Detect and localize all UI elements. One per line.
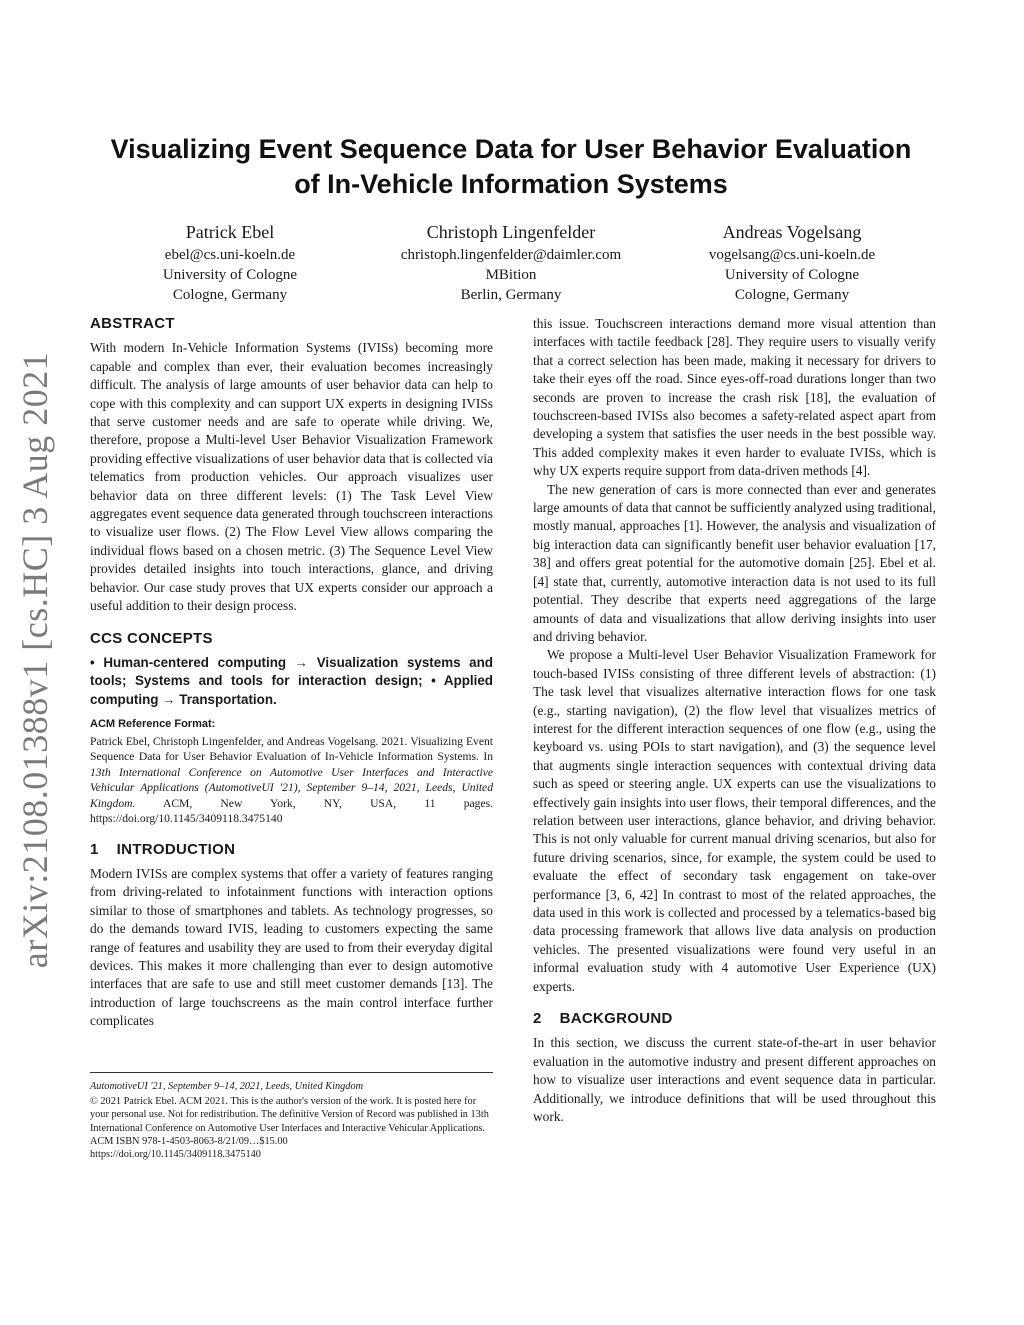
background-title: BACKGROUND <box>559 1010 673 1028</box>
background-text: In this section, we discuss the current state-of-the-art in user behavior evaluation in the automotive industry and present different approaches on how to visualize user interactions and event sequence data in particular. Additionally, we introduce definitions that will be used throughout this work. <box>533 1035 936 1125</box>
author-name: Andreas Vogelsang <box>722 222 862 242</box>
intro-title: INTRODUCTION <box>116 840 236 858</box>
footnote-doi: https://doi.org/10.1145/3409118.3475140 <box>90 1149 261 1161</box>
acm-ref-venue: 13th International Conference on Automotive User Interfaces and Interactive Vehicular Applications (AutomotiveUI '21), September 9–14, 2021, Leeds, United Kingdom. <box>90 765 493 810</box>
author-name: Christoph Lingenfelder <box>426 222 596 242</box>
author-affiliation: University of Cologne <box>724 267 860 283</box>
acm-reference-text <box>90 734 493 827</box>
left-column <box>90 315 493 1031</box>
title-line-1: Visualizing Event Sequence Data for User Behavior Evaluation <box>110 134 912 164</box>
author-1 <box>90 220 370 305</box>
intro-paragraph-continued: this issue. Touchscreen interactions demand more visual attention than interfaces with tactile feedback [28]. They require users to visually verify that a correct selection has been made, making it necessary for drivers to take their eyes off the road. Since eyes-off-road durations longer than two seconds are proven to increase the crash risk [18], the evaluation of touchscreen-based IVISs also becomes a safety-related aspect apart from developing a system that satisfies the user needs in the best possible way. This added complexity makes it even harder to evaluate IVISs, which is why UX experts require support from data-driven methods [4]. <box>533 316 936 479</box>
author-affiliation: University of Cologne <box>162 267 298 283</box>
author-email: vogelsang@cs.uni-koeln.de <box>708 247 876 263</box>
footnote-venue: AutomotiveUI '21, September 9–14, 2021, Leeds, United Kingdom <box>90 1081 364 1092</box>
ccs-text: • Human-centered computing → Visualization systems and tools; Systems and tools for interaction design; • Applied computing → Transportation. <box>90 654 493 707</box>
author-2 <box>371 220 651 305</box>
ccs-heading: CCS CONCEPTS <box>90 629 213 647</box>
author-location: Cologne, Germany <box>172 287 288 303</box>
abstract-heading: ABSTRACT <box>90 315 175 332</box>
footnote-block <box>90 1080 493 1161</box>
intro-heading <box>90 841 493 859</box>
intro-paragraph-2: The new generation of cars is more connected than ever and generates large amounts of data that cannot be sufficiently analyzed using traditional, mostly manual, approaches [1]. However, the analysis and visualization of big interaction data can significantly benefit user behavior evaluation [17, 38] and offers great potential for the automotive domain [25]. Ebel et al. [4] state that, currently, automotive interaction data is not used to its full potential. They describe that experts need aggregations of the large amounts of data and visualizations that allow deriving insights into user and driving behavior. <box>533 481 936 644</box>
acm-ref-tail: ACM, New York, NY, USA, 11 pages. https://doi.org/10.1145/3409118.3475140 <box>90 796 493 826</box>
author-3 <box>652 220 932 305</box>
author-affiliation: MBition <box>485 267 537 283</box>
author-location: Berlin, Germany <box>460 287 562 303</box>
intro-text: Modern IVISs are complex systems that offer a variety of features ranging from driving-related to infotainment functions with interaction options similar to those of smartphones and tablets. As technology progresses, so do the demands toward IVIS, leading to customers expecting the same range of features and usability they are used to from their everyday digital devices. This makes it more challenging than ever to design automotive interfaces that are safe to use and still meet customer demands [13]. The introduction of large touchscreens as the main control interface further complicates <box>90 865 493 1029</box>
footnote-copyright: © 2021 Patrick Ebel. ACM 2021. This is the author's version of the work. It is posted here for your personal use. Not for redistribution. The definitive Version of Record was published in 13th International Conference on Automotive User Interfaces and Interactive Vehicular Applications. <box>90 1096 489 1134</box>
background-number: 2 <box>533 1010 542 1028</box>
right-column <box>533 315 936 1126</box>
author-location: Cologne, Germany <box>734 287 850 303</box>
arxiv-identifier <box>10 351 60 969</box>
abstract-text: With modern In-Vehicle Information Systems (IVISs) becoming more capable and complex than ever, their evaluation becomes increasingly difficult. The analysis of large amounts of user behavior data can help to cope with this complexity and can support UX experts in designing IVISs that serve customer needs and are safe to operate while driving. We, therefore, propose a Multi-level User Behavior Visualization Framework providing effective visualizations of user behavior data that is collected via telematics from production vehicles. Our approach visualizes user behavior data on three different levels: (1) The Task Level View aggregates event sequence data generated through touchscreen interactions to visualize user flows. (2) The Flow Level View allows comparing the individual flows based on a chosen metric. (3) The Sequence Level View provides detailed insights into touch interactions, glance, and driving behavior. Our case study proves that UX experts consider our approach a useful addition to their design process. <box>90 340 493 614</box>
arxiv-id-text: arXiv:2108.01388v1 [cs.HC] 3 Aug 2021 <box>15 351 55 969</box>
author-email: ebel@cs.uni-koeln.de <box>164 247 296 263</box>
paper-title <box>90 132 932 202</box>
footnote-divider <box>90 1072 493 1073</box>
title-line-2: of In-Vehicle Information Systems <box>294 169 728 199</box>
intro-paragraph-3: We propose a Multi-level User Behavior Visualization Framework for touch-based IVISs consisting of three different levels of abstraction: (1) The task level that visualizes alternative interaction flows for one task (e.g., starting navigation), (2) the flow level that visualizes metrics of interest for the different interaction sequences of one flow (e.g., using the keyboard vs. using POIs to start navigation), and (3) the sequence level that augments single interaction sequences with contextual driving data such as speed or steering angle. UX experts can use the visualizations to effectively gain insights into user flows, their temporal differences, and the relation between user interactions, glance behavior, and driving behavior. This is not only valuable for current manual driving scenarios, but also for future driving scenarios, since, for example, the system could be used to evaluate the effect of secondary task engagement on take-over performance [3, 6, 42] In contrast to most of the related approaches, the data used in this work is collected and processed by a telematics-based big data processing framework that allows live data analysis on production vehicles. The presented visualizations were found very useful in an informal evaluation study with 4 automotive User Experience (UX) experts. <box>533 647 936 994</box>
acm-reference-label: ACM Reference Format: <box>90 718 216 731</box>
author-email: christoph.lingenfelder@daimler.com <box>400 247 622 263</box>
background-heading <box>533 1010 936 1028</box>
intro-number: 1 <box>90 840 99 858</box>
author-name: Patrick Ebel <box>185 222 275 242</box>
footnote-isbn: ACM ISBN 978-1-4503-8063-8/21/09…$15.00 <box>90 1135 288 1147</box>
acm-ref-authors: Patrick Ebel, Christoph Lingenfelder, and Andreas Vogelsang. 2021. Visualizing Event Sequence Data for User Behavior Evaluation of In-Vehicle Information Systems. In <box>90 734 493 764</box>
